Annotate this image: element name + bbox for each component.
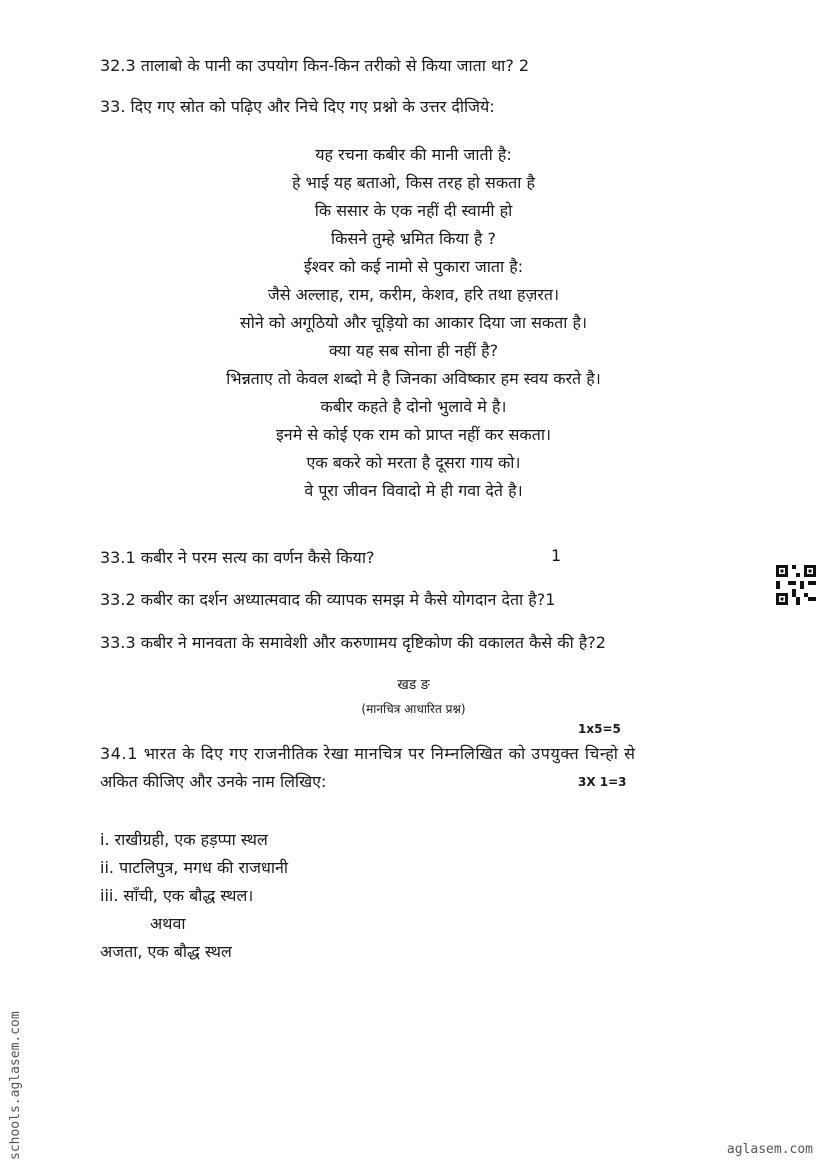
poem-line: क्या यह सब सोना ही नहीं है?: [328, 341, 499, 360]
section-title: खड ङ: [397, 677, 430, 693]
poem-line: एक बकरे को मरता है दूसरा गाय को।: [306, 453, 521, 472]
poem-line: इनमे से कोई एक राम को प्राप्त नहीं कर सकता।: [275, 425, 552, 444]
map-question-line-1: 34.1 भारत के दिए गए राजनीतिक रेखा मानचित्र पर निम्नलिखित को उपयुक्त चिन्हो से: [100, 744, 636, 763]
question-33-2: 33.2 कबीर का दर्शन अध्यात्मवाद की व्यापक समझ मे कैसे योगदान देता है?1: [100, 590, 556, 609]
qr-code-icon: [776, 565, 816, 605]
poem-line: कबीर कहते है दोनो भुलावे मे है।: [320, 397, 507, 416]
poem-line: सोने को अगूठियो और चूड़ियो का आकार दिया जा सकता है।: [239, 313, 588, 332]
poem-line: जैसे अल्लाह, राम, करीम, केशव, हरि तथा हज़रत।: [267, 285, 560, 304]
question-33-3: 33.3 कबीर ने मानवता के समावेशी और करुणामय दृष्टिकोण की वकालत कैसे की है?2: [100, 633, 606, 652]
section-subtitle: (मानचित्र आधारित प्रश्न): [361, 702, 466, 716]
map-item: iii. साँची, एक बौद्ध स्थल।: [100, 886, 254, 905]
question-32-3: 32.3 तालाबो के पानी का उपयोग किन-किन तरीको से किया जाता था? 2: [100, 56, 530, 75]
map-question-line-2: अकित कीजिए और उनके नाम लिखिए:: [100, 772, 327, 791]
poem-line: किसने तुम्हे भ्रमित किया है ?: [331, 229, 496, 248]
map-item: ii. पाटलिपुत्र, मगध की राजधानी: [100, 858, 289, 877]
section-marks: 1x5=5: [578, 722, 621, 736]
poem-line: हे भाई यह बताओ, किस तरह हो सकता है: [292, 173, 535, 192]
poem-line: वे पूरा जीवन विवादो मे ही गवा देते है।: [304, 481, 523, 500]
or-label: अथवा: [150, 914, 186, 933]
poem-line: भिन्नताए तो केवल शब्दो मे है जिनका अविष्कार हम स्वय करते है।: [226, 369, 601, 388]
poem-line: कि ससार के एक नहीं दी स्वामी हो: [314, 201, 513, 220]
map-item-alternative: अजता, एक बौद्ध स्थल: [100, 942, 232, 961]
question-33: 33. दिए गए स्रोत को पढ़िए और निचे दिए गए प्रश्नो के उत्तर दीजिये:: [100, 97, 495, 116]
side-watermark: schools.aglasem.com: [8, 1011, 23, 1160]
poem-line: यह रचना कबीर की मानी जाती है:: [315, 145, 512, 164]
bottom-watermark: aglasem.com: [726, 1142, 813, 1157]
question-33-1: 33.1 कबीर ने परम सत्य का वर्णन कैसे किया?: [100, 548, 375, 567]
question-33-1-marks: 1: [551, 546, 562, 565]
poem-line: ईश्वर को कई नामो से पुकारा जाता है:: [303, 257, 524, 276]
map-item: i. राखीग्रही, एक हड़प्पा स्थल: [100, 830, 268, 849]
map-question-marks: 3X 1=3: [578, 775, 627, 789]
